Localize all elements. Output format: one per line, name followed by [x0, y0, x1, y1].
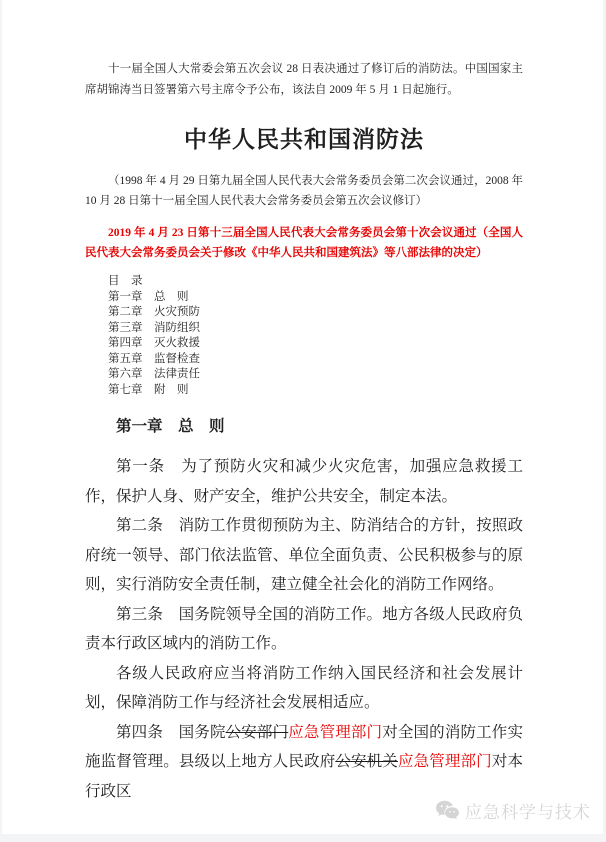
chapter-1-heading: 第一章 总 则 — [116, 418, 225, 436]
history-note: （1998 年 4 月 29 日第九届全国人民代表大会常务委员会第二次会议通过，2008 年 10 月 28 日第十一届全国人民代表大会常务委员会第五次会议修订） — [85, 175, 523, 208]
toc-item-chapter-6: 第六章 法律责任 — [108, 368, 200, 381]
article-text: 对本行政区 — [85, 753, 523, 800]
article-1-paragraph: 第一条 为了预防火灾和减少火灾危害，加强应急救援工作，保护人身、财产安全，维护公共安全，制定本法。 — [85, 458, 523, 505]
toc-item-chapter-4: 第四章 灭火救援 — [108, 337, 200, 350]
article-3-paragraph: 第三条 国务院领导全国的消防工作。地方各级人民政府负责本行政区域内的消防工作。 — [85, 605, 523, 653]
article-3-continuation-paragraph: 各级人民政府应当将消防工作纳入国民经济和社会发展计划，保障消防工作与经济社会发展相适应。 — [85, 664, 523, 712]
toc-item-chapter-1: 第一章 总 则 — [108, 290, 189, 303]
article-text: 第四条 国务院 — [116, 723, 226, 741]
amendment-note: 2019 年 4 月 23 日第十三届全国人民代表大会常务委员会第十次会议通过（全国人民代表大会常务委员会关于修改《中华人民共和国建筑法》等八部法律的决定） — [85, 226, 523, 259]
document-page — [2, 0, 603, 834]
toc-item-chapter-2: 第二章 火灾预防 — [108, 306, 200, 319]
document-title: 中华人民共和国消防法 — [184, 127, 424, 152]
intro-paragraph: 十一届全国人大常委会第五次会议 28 日表决通过了修订后的消防法。中国国家主席胡锦涛当日签署第六号主席令予公布，该法自 2009 年 5 月 1 日起施行。 — [85, 63, 523, 96]
watermark-label: 应急科学与技术 — [465, 803, 591, 822]
toc-item-chapter-7: 第七章 附 则 — [108, 383, 189, 396]
wechat-icon — [435, 800, 460, 821]
deleted-text: 公安机关 — [335, 753, 398, 771]
toc-heading: 目 录 — [108, 275, 143, 288]
toc-item-chapter-3: 第三章 消防组织 — [108, 321, 200, 334]
toc-item-chapter-5: 第五章 监督检查 — [108, 352, 200, 365]
article-2-paragraph: 第二条 消防工作贯彻预防为主、防消结合的方针，按照政府统一领导、部门依法监管、单位全面负责、公民积极参与的原则，实行消防安全责任制，建立健全社会化的消防工作网络。 — [85, 517, 523, 594]
deleted-text: 公安部门 — [225, 723, 289, 741]
inserted-text: 应急管理部门 — [397, 753, 492, 771]
article-text: 对全国的消防工作实施监督管理。县级以上地方人民政府 — [85, 723, 523, 771]
article-4-paragraph — [85, 718, 523, 807]
table-of-contents — [85, 274, 523, 398]
document-content — [85, 0, 523, 806]
inserted-text: 应急管理部门 — [288, 723, 383, 741]
watermark — [435, 798, 591, 823]
